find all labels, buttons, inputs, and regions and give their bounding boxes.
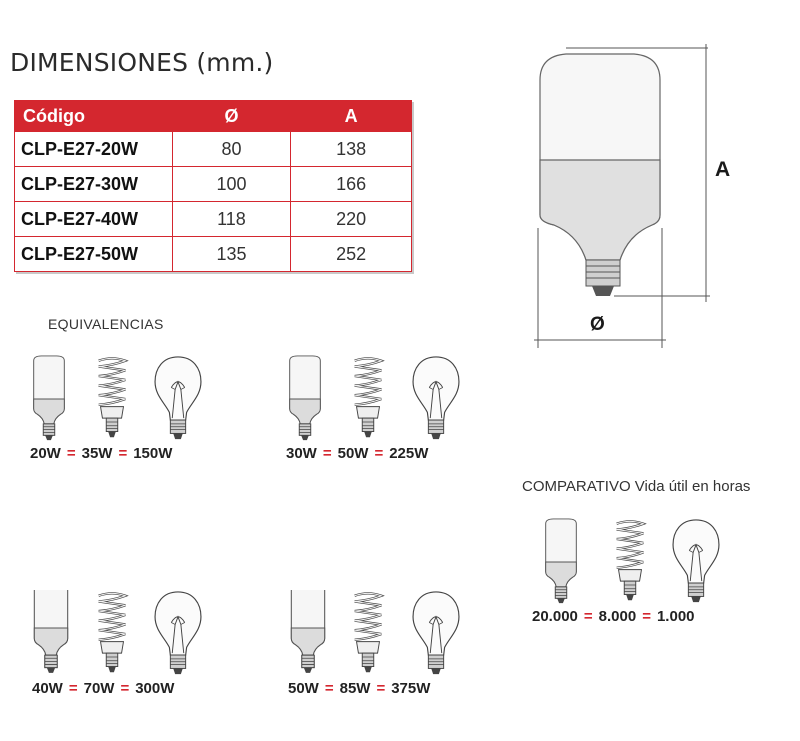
equivalencias-heading: EQUIVALENCIAS	[48, 316, 164, 332]
equivalence-row	[32, 680, 174, 697]
equals-sign: =	[68, 680, 78, 697]
dimension-label-diameter: Ø	[590, 314, 605, 335]
led-watts: 50W	[288, 680, 319, 697]
led-bulb-icon	[34, 356, 65, 440]
table-header-row	[15, 101, 412, 132]
equivalence-row	[288, 680, 430, 697]
cell-diameter: 118	[172, 202, 291, 237]
equivalence-group-20w	[26, 355, 256, 475]
equivalence-group-30w	[282, 355, 512, 475]
lamp-icons	[26, 590, 236, 680]
header-codigo: Código	[15, 101, 173, 132]
incandescent-bulb-icon	[413, 592, 459, 674]
cell-code: CLP-E27-50W	[15, 237, 173, 272]
equals-sign: =	[322, 445, 332, 462]
incandescent-watts: 300W	[135, 680, 175, 697]
cfl-bulb-icon	[99, 358, 126, 437]
table-row	[15, 202, 412, 237]
cfl-bulb-icon	[99, 593, 126, 672]
cell-a: 138	[291, 132, 412, 167]
equals-sign: =	[324, 680, 334, 697]
led-watts: 40W	[32, 680, 63, 697]
incandescent-watts: 225W	[389, 445, 429, 462]
cell-a: 252	[291, 237, 412, 272]
incandescent-bulb-icon	[155, 592, 201, 674]
table-row	[15, 237, 412, 272]
equivalence-group-40w	[26, 590, 256, 710]
dimensions-table	[14, 100, 412, 272]
table-row	[15, 167, 412, 202]
cell-diameter: 135	[172, 237, 291, 272]
page-title: DIMENSIONES (mm.)	[10, 48, 274, 77]
equals-sign: =	[118, 445, 128, 462]
comparativo-row	[532, 608, 695, 625]
cell-code: CLP-E27-30W	[15, 167, 173, 202]
led-bulb-icon	[290, 356, 321, 440]
led-watts: 20W	[30, 445, 61, 462]
incandescent-hours: 1.000	[656, 608, 695, 625]
lamp-icons	[282, 355, 492, 445]
equals-sign: =	[583, 608, 593, 625]
equivalence-group-50w	[282, 590, 512, 710]
bulb-dimension-diagram	[520, 40, 720, 355]
cfl-bulb-icon	[617, 521, 644, 600]
incandescent-watts: 150W	[133, 445, 173, 462]
cfl-hours: 8.000	[598, 608, 637, 625]
incandescent-watts: 375W	[391, 680, 431, 697]
comparativo-group	[530, 518, 780, 638]
equals-sign: =	[374, 445, 384, 462]
incandescent-bulb-icon	[155, 357, 201, 439]
dimension-label-a: A	[715, 158, 731, 181]
cfl-watts: 70W	[83, 680, 115, 697]
led-bulb-icon	[34, 590, 67, 673]
lamp-icons	[282, 590, 492, 680]
cell-diameter: 100	[172, 167, 291, 202]
incandescent-bulb-icon	[413, 357, 459, 439]
led-bulb-icon	[546, 519, 577, 603]
cfl-bulb-icon	[355, 358, 382, 437]
lamp-icons	[530, 518, 750, 608]
header-diameter: Ø	[172, 101, 291, 132]
led-bulb-icon	[291, 590, 324, 673]
led-hours: 20.000	[532, 608, 578, 625]
cfl-watts: 50W	[337, 445, 369, 462]
equivalence-row	[30, 445, 172, 462]
cfl-bulb-icon	[355, 593, 382, 672]
equals-sign: =	[66, 445, 76, 462]
equals-sign: =	[376, 680, 386, 697]
cell-code: CLP-E27-40W	[15, 202, 173, 237]
incandescent-bulb-icon	[673, 520, 719, 602]
cfl-watts: 85W	[339, 680, 371, 697]
cell-a: 166	[291, 167, 412, 202]
equals-sign: =	[642, 608, 651, 625]
equals-sign: =	[120, 680, 130, 697]
header-a: A	[291, 101, 412, 132]
cell-a: 220	[291, 202, 412, 237]
equivalence-row	[286, 445, 428, 462]
cfl-watts: 35W	[81, 445, 113, 462]
led-bulb-outline	[540, 54, 660, 296]
led-watts: 30W	[286, 445, 317, 462]
cell-diameter: 80	[172, 132, 291, 167]
table-row	[15, 132, 412, 167]
comparativo-heading: COMPARATIVO Vida útil en horas	[522, 478, 751, 495]
cell-code: CLP-E27-20W	[15, 132, 173, 167]
lamp-icons	[26, 355, 236, 445]
